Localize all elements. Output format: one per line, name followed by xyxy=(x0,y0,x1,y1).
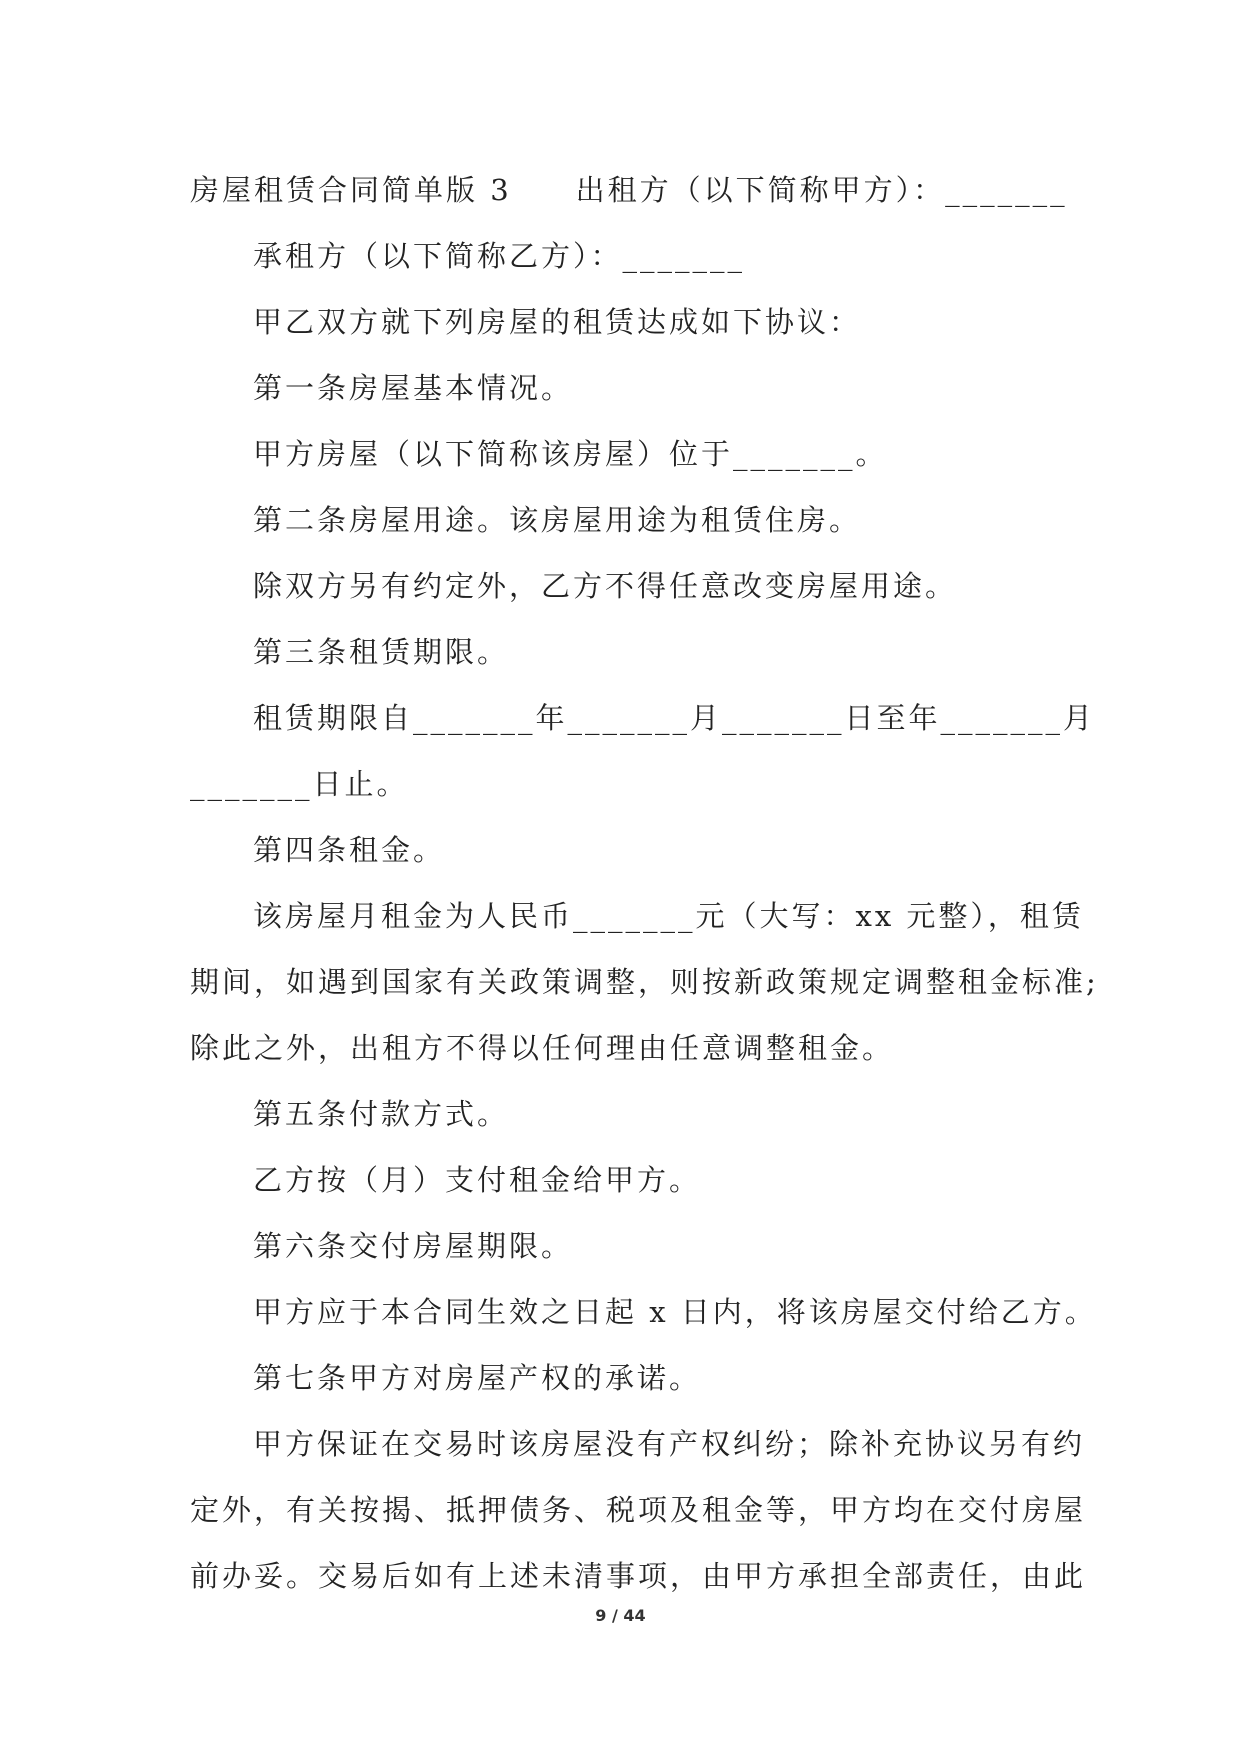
doc-line-15: 第五条付款方式。 xyxy=(253,1097,510,1131)
doc-line-9: 租赁期限自_______年_______月_______日至年_______月 xyxy=(253,701,1096,735)
page-number: 9 / 44 xyxy=(595,1606,646,1625)
doc-line-11: 第四条租金。 xyxy=(253,833,446,867)
doc-line-3: 甲乙双方就下列房屋的租赁达成如下协议： xyxy=(253,305,862,339)
doc-line-7: 除双方另有约定外，乙方不得任意改变房屋用途。 xyxy=(253,569,958,603)
doc-line-8: 第三条租赁期限。 xyxy=(253,635,510,669)
doc-line-2: 承租方（以下简称乙方）：_______ xyxy=(253,239,746,273)
doc-line-16: 乙方按（月）支付租金给甲方。 xyxy=(253,1163,702,1197)
doc-line-10: _______日止。 xyxy=(190,767,409,801)
doc-line-5: 甲方房屋（以下简称该房屋）位于_______。 xyxy=(253,437,888,471)
doc-line-14: 除此之外，出租方不得以任何理由任意调整租金。 xyxy=(190,1031,895,1065)
doc-line-17: 第六条交付房屋期限。 xyxy=(253,1229,574,1263)
doc-line-13: 期间，如遇到国家有关政策调整，则按新政策规定调整租金标准; xyxy=(190,965,1099,999)
doc-line-1: 房屋租赁合同简单版 3 出租方（以下简称甲方）：_______ xyxy=(190,173,1068,207)
doc-line-12: 该房屋月租金为人民币_______元（大写：xx 元整），租赁 xyxy=(253,899,1084,933)
contract-body xyxy=(190,157,1099,1609)
doc-line-19: 第七条甲方对房屋产权的承诺。 xyxy=(253,1361,702,1395)
doc-line-18: 甲方应于本合同生效之日起 x 日内，将该房屋交付给乙方。 xyxy=(253,1295,1097,1329)
doc-line-22: 前办妥。交易后如有上述未清事项，由甲方承担全部责任，由此 xyxy=(190,1559,1087,1593)
doc-line-21: 定外，有关按揭、抵押债务、税项及租金等，甲方均在交付房屋 xyxy=(190,1493,1087,1527)
doc-line-20: 甲方保证在交易时该房屋没有产权纠纷；除补充协议另有约 xyxy=(253,1427,1086,1461)
doc-line-4: 第一条房屋基本情况。 xyxy=(253,371,574,405)
doc-line-6: 第二条房屋用途。该房屋用途为租赁住房。 xyxy=(253,503,862,537)
